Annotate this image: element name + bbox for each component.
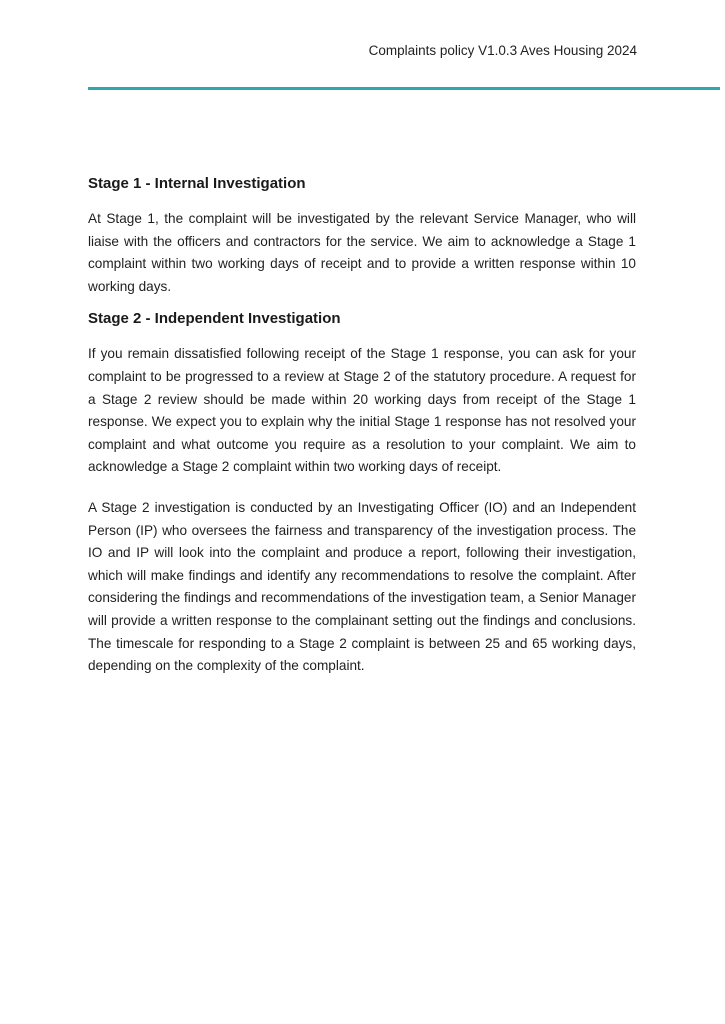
stage-2-heading: Stage 2 - Independent Investigation bbox=[88, 310, 341, 328]
stage-2-paragraph-1: If you remain dissatisfied following receipt of the Stage 1 response, you can ask for your complaint to be progressed to a review at Stage 2 of the statutory procedure. A request for a Stage 2 review should be made within 20 working days from receipt of the Stage 1 response. We expect you to explain why the initial Stage 1 response has not resolved your complaint and what outcome you require as a resolution to your complaint. We aim to acknowledge a Stage 2 complaint within two working days of receipt. bbox=[88, 346, 636, 475]
stage-1-heading: Stage 1 - Internal Investigation bbox=[88, 175, 306, 192]
document-header-title: Complaints policy V1.0.3 Aves Housing 2024 bbox=[368, 43, 637, 58]
stage-2-paragraph-2: A Stage 2 investigation is conducted by an Investigating Officer (IO) and an Independent Person (IP) who oversees the fairness and transparency of the investigation process. The IO and IP will look into the complaint and produce a report, following their investigation, which will make findings and identify any recommendations to resolve the complaint. After considering the findings and recommendations of the investigation team, a Senior Manager will provide a written response to the complainant setting out the findings and conclusions. The timescale for responding to a Stage 2 complaint is between 25 and 65 working days, depending on the complexity of the complaint. bbox=[88, 499, 636, 674]
header-divider bbox=[88, 87, 720, 90]
document-body bbox=[88, 172, 636, 678]
stage-1-paragraph: At Stage 1, the complaint will be investigated by the relevant Service Manager, who will liaise with the officers and contractors for the service. We aim to acknowledge a Stage 1 complaint within two working days of receipt and to provide a written response within 10 working days. bbox=[88, 211, 636, 294]
